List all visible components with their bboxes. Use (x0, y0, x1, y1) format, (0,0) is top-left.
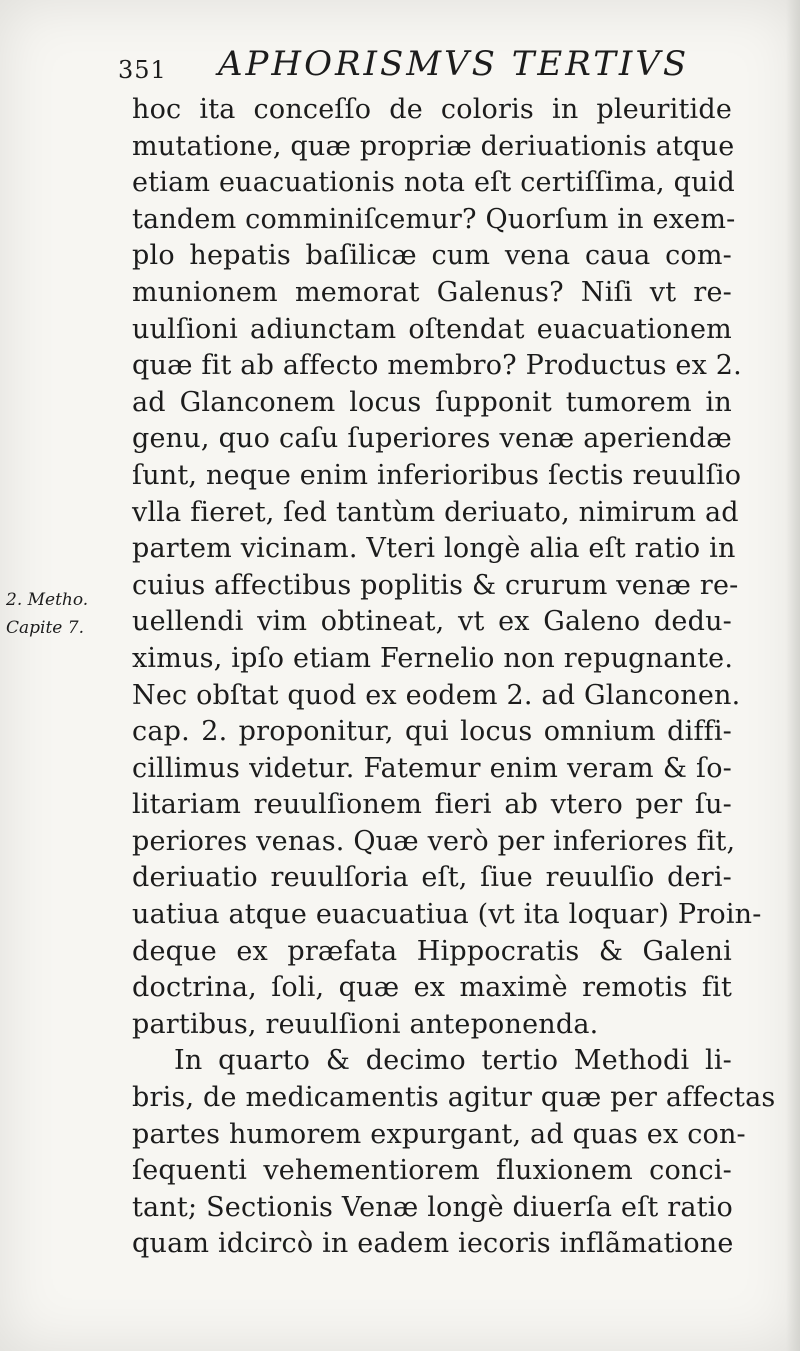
text-line: tandem comminiſcemur? Quorſum in exem- (132, 203, 736, 235)
text-line: ſequenti vehementiorem fluxionem conci- (132, 1155, 732, 1187)
text-line: hoc ita conceſſo de coloris in pleuritide (132, 94, 732, 125)
margin-note-line-1: 2. Metho. (6, 590, 89, 610)
text-line: ximus, ipſo etiam Fernelio non repugnante. (132, 642, 734, 674)
text-line: uatiua atque euacuatiua (vt ita loquar) Proin- (132, 899, 762, 931)
page-header (118, 42, 728, 92)
text-line: vlla fieret, ſed tantùm deriuato, nimirum ad (132, 496, 739, 528)
margin-note-line-2: Capite 7. (6, 618, 84, 638)
text-line: deriuatio reuulſoria eſt, ſiue reuulſio deri- (132, 862, 732, 894)
margin-note (6, 586, 126, 642)
body-text (132, 92, 776, 1263)
text-line: tant; Sectionis Venæ longè diuerſa eſt ratio (132, 1191, 733, 1223)
text-line: quæ fit ab affecto membro? Productus ex 2. (132, 350, 742, 382)
text-line: doctrina, ſoli, quæ ex maximè remotis fit (132, 972, 732, 1004)
text-line: plo hepatis baſilicæ cum vena caua com- (132, 240, 732, 272)
running-title: APHORISMVS TERTIVS (218, 44, 690, 84)
text-line: munionem memorat Galenus? Niſi vt re- (132, 276, 732, 308)
text-line: genu, quo caſu ſuperiores venæ aperiendæ (132, 423, 732, 455)
text-line: uellendi vim obtineat, vt ex Galeno dedu- (132, 606, 732, 638)
text-line: deque ex præfata Hippocratis & Galeni (132, 935, 732, 967)
text-line: periores venas. Quæ verò per inferiores fit, (132, 825, 736, 857)
text-line: cuius affectibus poplitis & crurum venæ re- (132, 569, 739, 601)
text-line: quam idcircò in eadem iecoris inflãmatione (132, 1228, 734, 1260)
text-line: ad Glanconem locus ſupponit tumorem in (132, 386, 732, 418)
text-line: uulſioni adiunctam oſtendat euacuationem (132, 313, 732, 345)
text-line: etiam euacuationis nota eſt certiſſima, quid (132, 167, 735, 199)
text-line-paragraph-start: In quarto & decimo tertio Methodi li- (174, 1045, 732, 1077)
text-line: cillimus videtur. Fatemur enim veram & ſo- (132, 752, 732, 784)
text-line: cap. 2. proponitur, qui locus omnium diffi- (132, 716, 732, 748)
text-line: partem vicinam. Vteri longè alia eſt ratio in (132, 533, 736, 565)
page-number: 351 (118, 56, 167, 84)
text-line: ſunt, neque enim inferioribus ſectis reuulſio (132, 459, 742, 491)
page-edge-shadow (786, 0, 800, 1351)
text-line: litariam reuulſionem fieri ab vtero per ſu- (132, 789, 732, 821)
text-line: partes humorem expurgant, ad quas ex con- (132, 1118, 746, 1150)
text-line: mutatione, quæ propriæ deriuationis atque (132, 130, 735, 162)
text-line: Nec obſtat quod ex eodem 2. ad Glanconen. (132, 679, 741, 711)
text-line: bris, de medicamentis agitur quæ per affectas (132, 1082, 776, 1114)
text-line-paragraph-end: partibus, reuulſioni anteponenda. (132, 1008, 599, 1040)
